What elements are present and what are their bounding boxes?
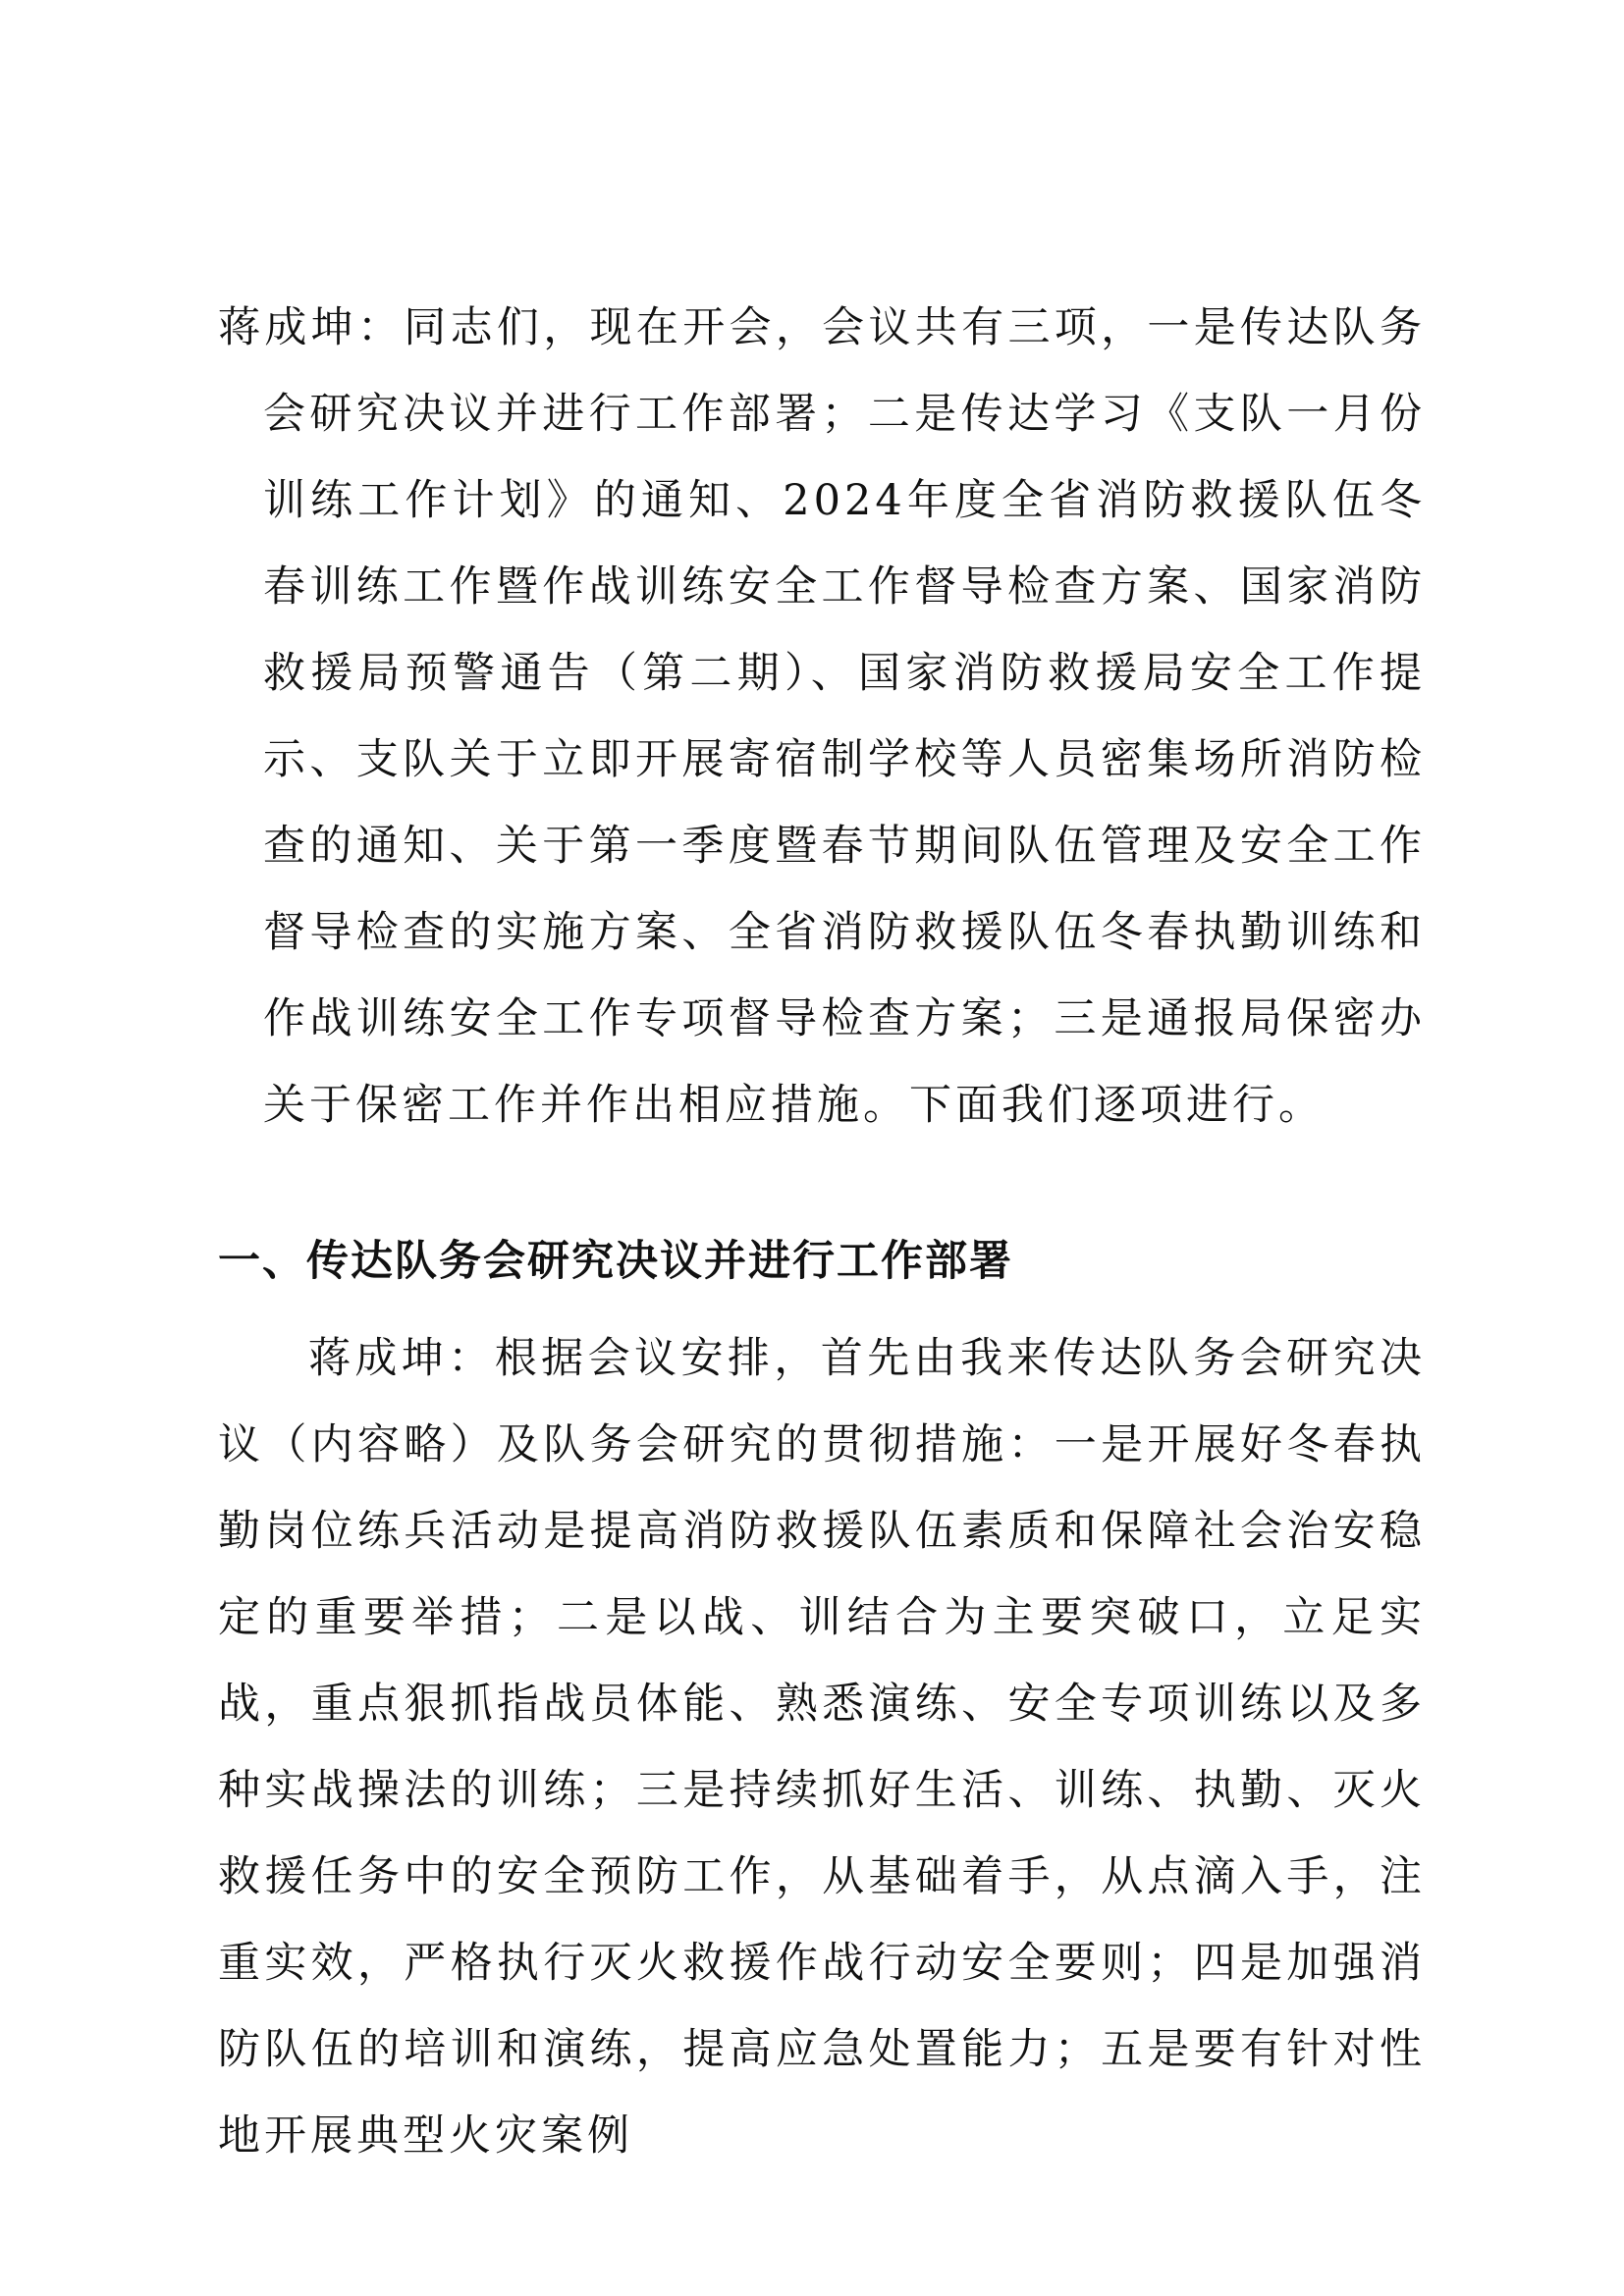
section-1-heading: 一、传达队务会研究决议并进行工作部署 [218,1237,1013,1286]
section-1-paragraph: 蒋成坤：根据会议安排，首先由我来传达队务会研究决议（内容略）及队务会研究的贯彻措施：一是开展好冬春执勤岗位练兵活动是提高消防救援队伍素质和保障社会治安稳定的重要举措；二是以战、训结合为主要突破口，立足实战，重点狠抓指战员体能、熟悉演练、安全专项训练以及多种实战操法的训练；三是持续抓好生活、训练、执勤、灭火救援任务中的安全预防工作，从基础着手，从点滴入手，注重实效，严格执行灭火救援作战行动安全要则；四是加强消防队伍的培训和演练，提高应急处置能力；五是要有针对性地开展典型火灾案例 [218,1334,1426,2161]
intro-paragraph: 蒋成坤：同志们，现在开会，会议共有三项，一是传达队务会研究决议并进行工作部署；二是传达学习《支队一月份训练工作计划》的通知、2024年度全省消防救援队伍冬春训练工作暨作战训练安全工作督导检查方案、国家消防救援局预警通告（第二期）、国家消防救援局安全工作提示、支队关于立即开展寄宿制学校等人员密集场所消防检查的通知、关于第一季度暨春节期间队伍管理及安全工作督导检查的实施方案、全省消防救援队伍冬春执勤训练和作战训练安全工作专项督导检查方案；三是通报局保密办关于保密工作并作出相应措施。下面我们逐项进行。 [218,303,1426,1130]
